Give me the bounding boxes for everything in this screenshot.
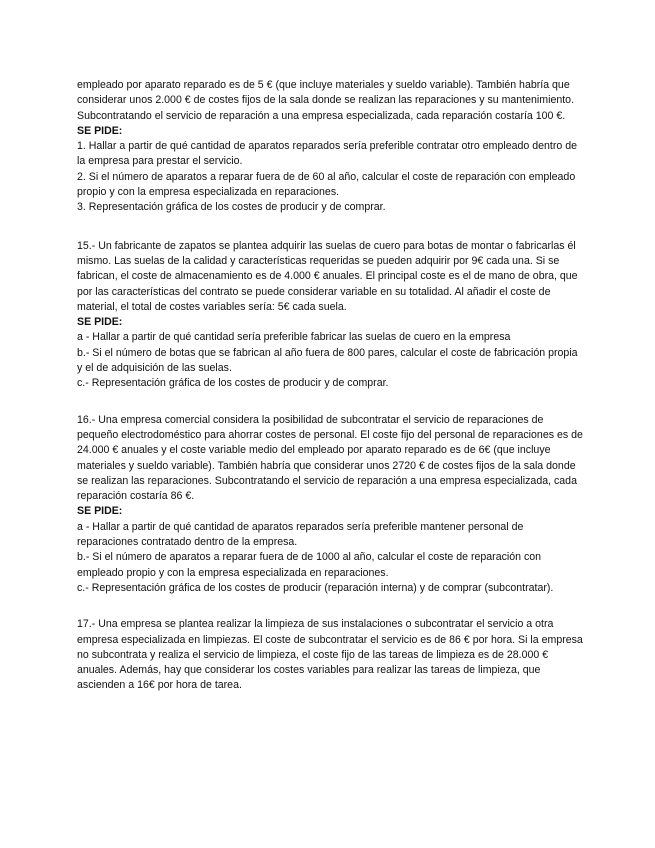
spacer — [77, 596, 583, 617]
section-17-intro: 17.- Una empresa se plantea realizar la limpieza de sus instalaciones o subcontratar el servicio a otra empresa especializada en limpiezas. El coste de subcontratar el servicio es de 86 € por hora. Si la empresa no subcontrata y realiza el servicio de limpieza, el coste fijo de las tareas de limpieza es de 28.000 € anuales. Además, hay que considerar los costes variables para realizar las tareas de limpieza, que ascienden a 16€ por hora de tarea. — [77, 618, 583, 692]
question-c: c.- Representación gráfica de los costes de producir y de comprar. — [77, 377, 389, 390]
section-15-intro: 15.- Un fabricante de zapatos se plantea adquirir las suelas de cuero para botas de montar o fabricarlas él mismo. Las suelas de la calidad y características requeridas se pueden adquirir por 9€ cada una. Si se fabrican, el coste de almacenamiento es de 4.000 € anuales. El principal coste es el de mano de obra, que por las características del contrato se puede considerar variable en su totalidad. Al añadir el coste de material, el total de costes variables sería: 5€ cada suela. — [77, 239, 578, 313]
question-b: b.- Si el número de botas que se fabrican al año fuera de 800 pares, calcular el coste de fabricación propia y el de adquisición de las suelas. — [77, 346, 578, 375]
question-a: a - Hallar a partir de qué cantidad de aparatos reparados sería preferible mantener personal de reparaciones contratado dentro de la empresa. — [77, 520, 524, 549]
se-pide-heading: SE PIDE: — [77, 124, 123, 137]
question-b: b.- Si el número de aparatos a reparar fuera de de 1000 al año, calcular el coste de reparación con empleado propio y con la empresa especializada en reparaciones. — [77, 551, 542, 579]
question-1: 1. Hallar a partir de qué cantidad de aparatos reparados sería preferible contratar otro empleado dentro de la empresa para prestar el servicio. — [77, 140, 577, 168]
spacer — [77, 216, 583, 239]
document-page — [77, 78, 583, 694]
section-14 — [77, 78, 583, 216]
section-15 — [77, 239, 583, 392]
question-3: 3. Representación gráfica de los costes de producir y de comprar. — [77, 201, 386, 214]
question-a: a - Hallar a partir de qué cantidad sería preferible fabricar las suelas de cuero en la empresa — [77, 331, 511, 344]
section-16 — [77, 413, 583, 597]
se-pide-heading: SE PIDE: — [77, 505, 123, 518]
section-17 — [77, 617, 583, 693]
se-pide-heading: SE PIDE: — [77, 316, 123, 329]
section-14-intro: empleado por aparato reparado es de 5 € (que incluye materiales y sueldo variable). También habría que considerar unos 2.000 € de costes fijos de la sala donde se realizan las reparaciones y su mantenimiento. Subcontratando el servicio de reparación a una empresa especializada, cada reparación costaría 100 €. — [77, 79, 575, 122]
question-2: 2. Si el número de aparatos a reparar fuera de de 60 al año, calcular el coste de reparación con empleado propio y con la empresa especializada en reparaciones. — [77, 170, 576, 199]
section-16-intro: 16.- Una empresa comercial considera la posibilidad de subcontratar el servicio de reparaciones de pequeño electrodoméstico para ahorrar costes de personal. El coste fijo del personal de reparaciones es de 24.000 € anuales y el coste variable medio del empleado por aparato reparado es de 6€ (que incluye materiales y sueldo variable). También habría que considerar unos 2720 € de costes fijos de la sala donde se realizan las reparaciones. Subcontratando el servicio de reparación a una empresa especializada, cada reparación costaría 86 €. — [77, 413, 583, 503]
spacer — [77, 392, 583, 413]
question-c: c.- Representación gráfica de los costes de producir (reparación interna) y de comprar (subcontratar). — [77, 581, 554, 594]
